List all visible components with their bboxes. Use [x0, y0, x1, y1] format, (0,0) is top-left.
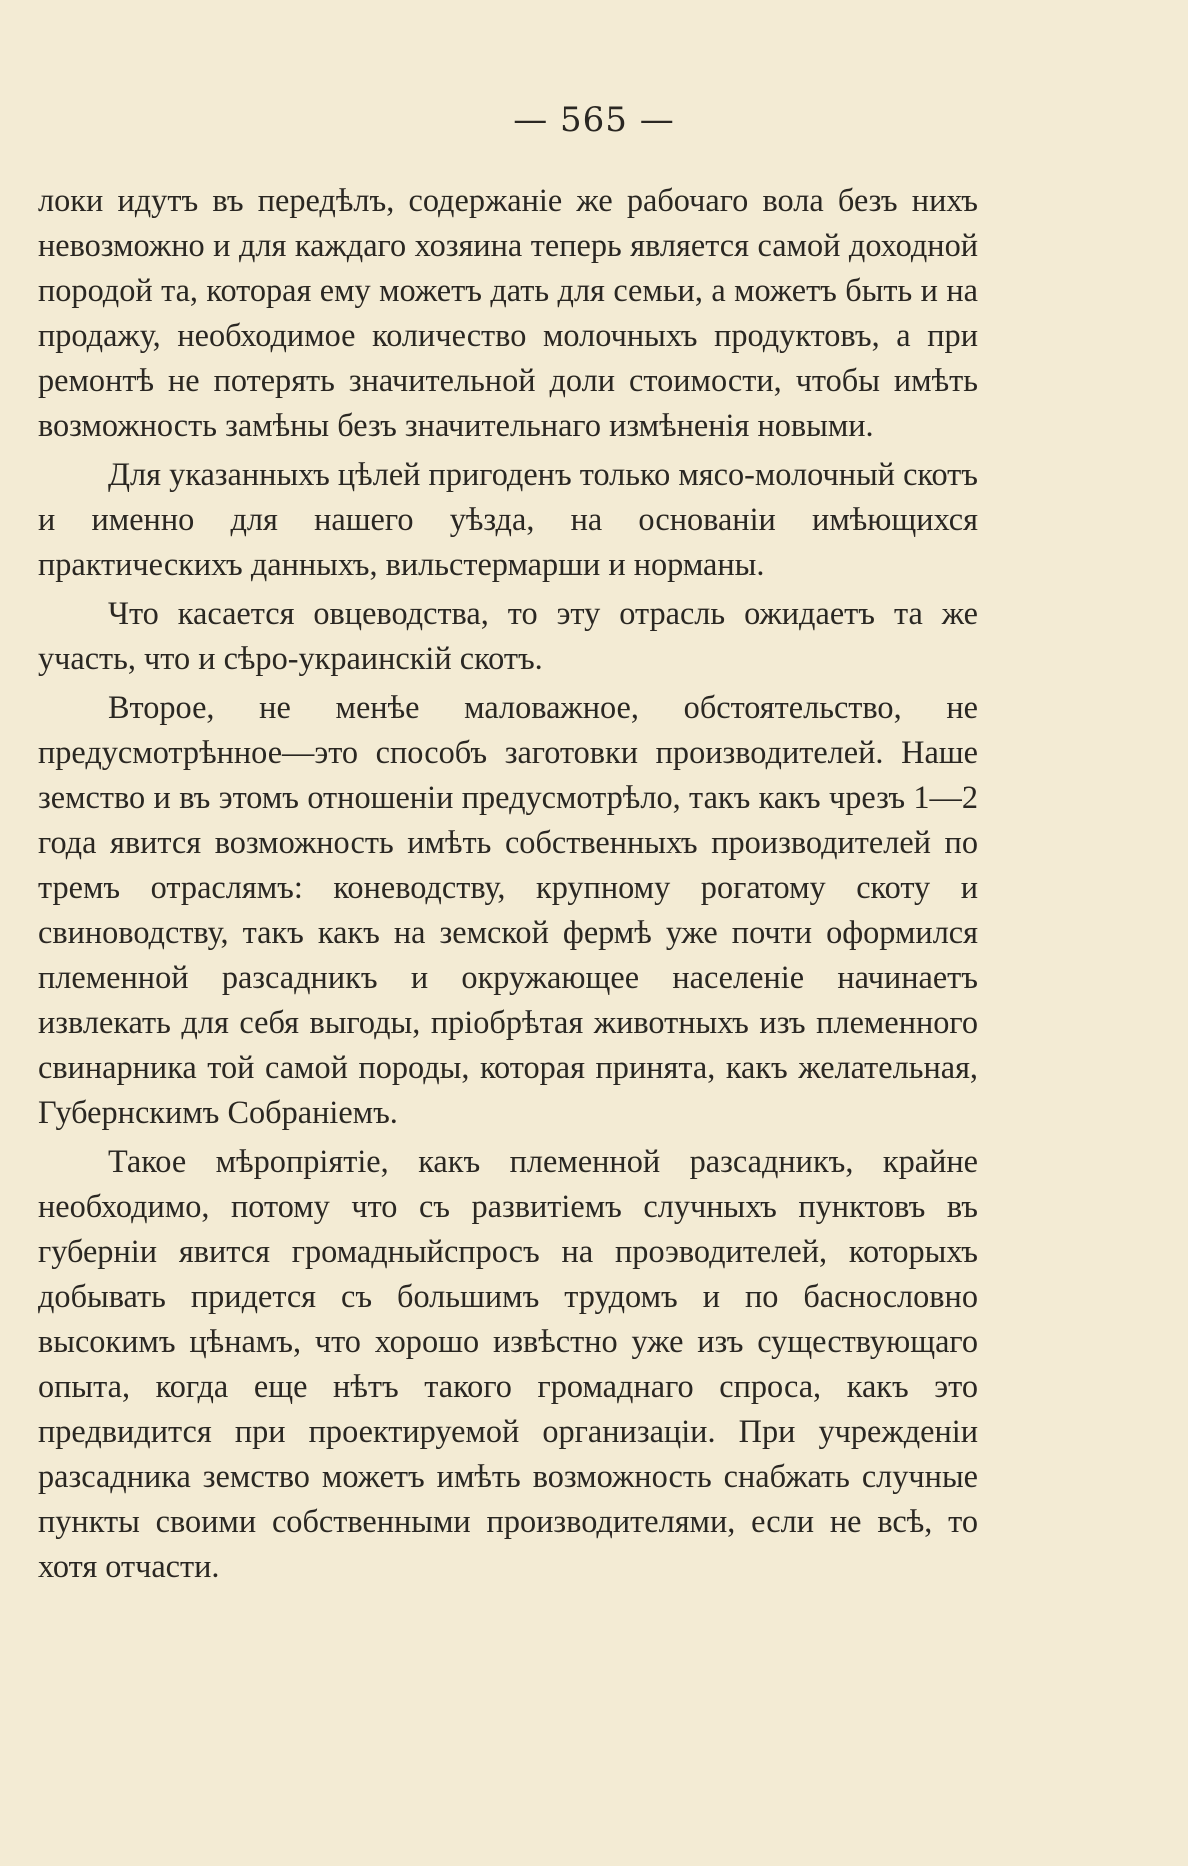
- paragraph-breeding-nursery: Такое мѣропріятіе, какъ племенной разсадникъ, крайне необходимо, потому что съ развитіемъ случныхъ пунктовъ въ губерніи явится громадныйспросъ на проэводителей, которыхъ добывать придется съ большимъ трудомъ и по баснословно высокимъ цѣнамъ, что хорошо извѣстно уже изъ существующаго опыта, когда еще нѣтъ такого громаднаго спроса, какъ это предвидится при проектируемой организаціи. При учрежденіи разсадника земство можетъ имѣть возможность снабжать случные пункты своими собственными производителями, если не всѣ, то хотя отчасти.: [38, 1143, 978, 1584]
- paragraph-continuation: локи идутъ въ передѣлъ, содержаніе же рабочаго вола безъ нихъ невозможно и для каждаго хозяина теперь является самой доходной породой та, которая ему можетъ дать для семьи, а можетъ быть и на продажу, необходимое количество молочныхъ продуктовъ, а при ремонтѣ не потерять значительной доли стоимости, чтобы имѣть возможность замѣны безъ значительнаго измѣненія новыми.: [38, 182, 978, 443]
- paragraph-breeders-procurement: Второе, не менѣе маловажное, обстоятельство, не предусмотрѣнное—это способъ заготовки производителей. Наше земство и въ этомъ отношеніи предусмотрѣло, такъ какъ чрезъ 1—2 года явится возможность имѣть собственныхъ производителей по тремъ отраслямъ: коневодству, крупному рогатому скоту и свиноводству, такъ какъ на земской фермѣ уже почти оформился племенной разсадникъ и окружающее населеніе начинаетъ извлекать для себя выгоды, пріобрѣтая животныхъ изъ племенного свинарника той самой породы, которая принята, какъ желательная, Губернскимъ Собраніемъ.: [38, 689, 978, 1130]
- paragraph-sheep-breeding: Что касается овцеводства, то эту отрасль ожидаетъ та же участь, что и сѣро-украинскій скотъ.: [38, 595, 978, 676]
- paragraph-cattle-breeds: Для указанныхъ цѣлей пригоденъ только мясо-молочный скотъ и именно для нашего уѣзда, на основаніи имѣющихся практическихъ данныхъ, вильстермарши и норманы.: [38, 456, 978, 582]
- page-body: [38, 178, 978, 1589]
- page-number: — 565 —: [513, 100, 675, 140]
